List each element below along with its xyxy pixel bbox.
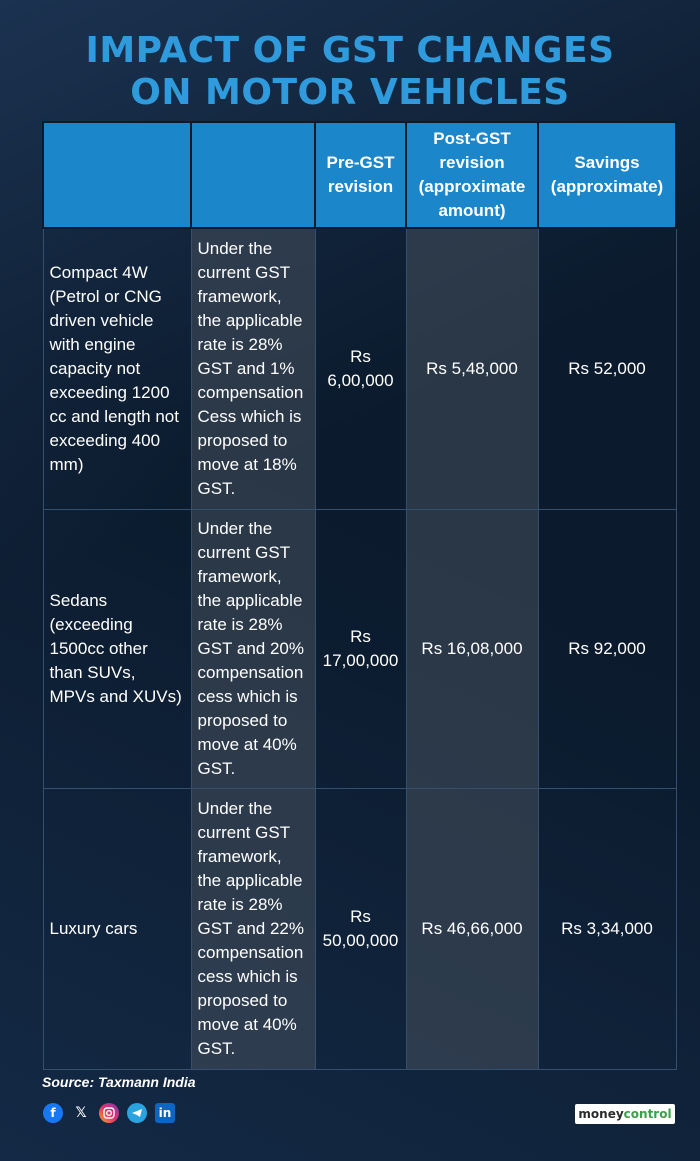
description-cell: Under the current GST framework, the applicable rate is 28% GST and 1% compensation Cess which is proposed to move at 18% GST. xyxy=(191,228,315,510)
facebook-icon[interactable]: f xyxy=(43,1103,63,1123)
header-pre-gst: Pre-GST revision xyxy=(315,122,406,228)
source-note: Source: Taxmann India xyxy=(42,1074,196,1090)
description-cell: Under the current GST framework, the applicable rate is 28% GST and 22% compensation cess which is proposed to move at 40% GST. xyxy=(191,789,315,1070)
social-links xyxy=(43,1103,175,1123)
table-header-row xyxy=(43,122,676,228)
table-row xyxy=(43,789,676,1070)
pre-gst-cell: Rs 50,00,000 xyxy=(315,789,406,1070)
header-savings: Savings (approximate) xyxy=(538,122,676,228)
pre-gst-cell: Rs 17,00,000 xyxy=(315,510,406,789)
pre-gst-cell: Rs 6,00,000 xyxy=(315,228,406,510)
header-post-gst: Post-GST revision (approximate amount) xyxy=(406,122,538,228)
title-line-2: ON MOTOR VEHICLES xyxy=(130,72,570,113)
table-row xyxy=(43,228,676,510)
telegram-icon[interactable] xyxy=(127,1103,147,1123)
description-cell: Under the current GST framework, the applicable rate is 28% GST and 20% compensation cess which is proposed to move at 40% GST. xyxy=(191,510,315,789)
header-vehicle xyxy=(43,122,191,228)
title-line-1: IMPACT OF GST CHANGES xyxy=(85,30,615,71)
gst-impact-table xyxy=(42,121,677,1070)
vehicle-cell: Sedans (exceeding 1500cc other than SUVs, MPVs and XUVs) xyxy=(43,510,191,789)
page-title xyxy=(0,30,700,114)
x-icon[interactable]: 𝕏 xyxy=(75,1105,87,1121)
post-gst-cell: Rs 5,48,000 xyxy=(406,228,538,510)
savings-cell: Rs 3,34,000 xyxy=(538,789,676,1070)
post-gst-cell: Rs 16,08,000 xyxy=(406,510,538,789)
table-row xyxy=(43,510,676,789)
linkedin-icon[interactable]: in xyxy=(155,1103,175,1123)
savings-cell: Rs 52,000 xyxy=(538,228,676,510)
savings-cell: Rs 92,000 xyxy=(538,510,676,789)
header-description xyxy=(191,122,315,228)
instagram-icon[interactable] xyxy=(99,1103,119,1123)
vehicle-cell: Luxury cars xyxy=(43,789,191,1070)
post-gst-cell: Rs 46,66,000 xyxy=(406,789,538,1070)
moneycontrol-logo: money control xyxy=(575,1104,675,1124)
vehicle-cell: Compact 4W (Petrol or CNG driven vehicle with engine capacity not exceeding 1200 cc and length not exceeding 400 mm) xyxy=(43,228,191,510)
